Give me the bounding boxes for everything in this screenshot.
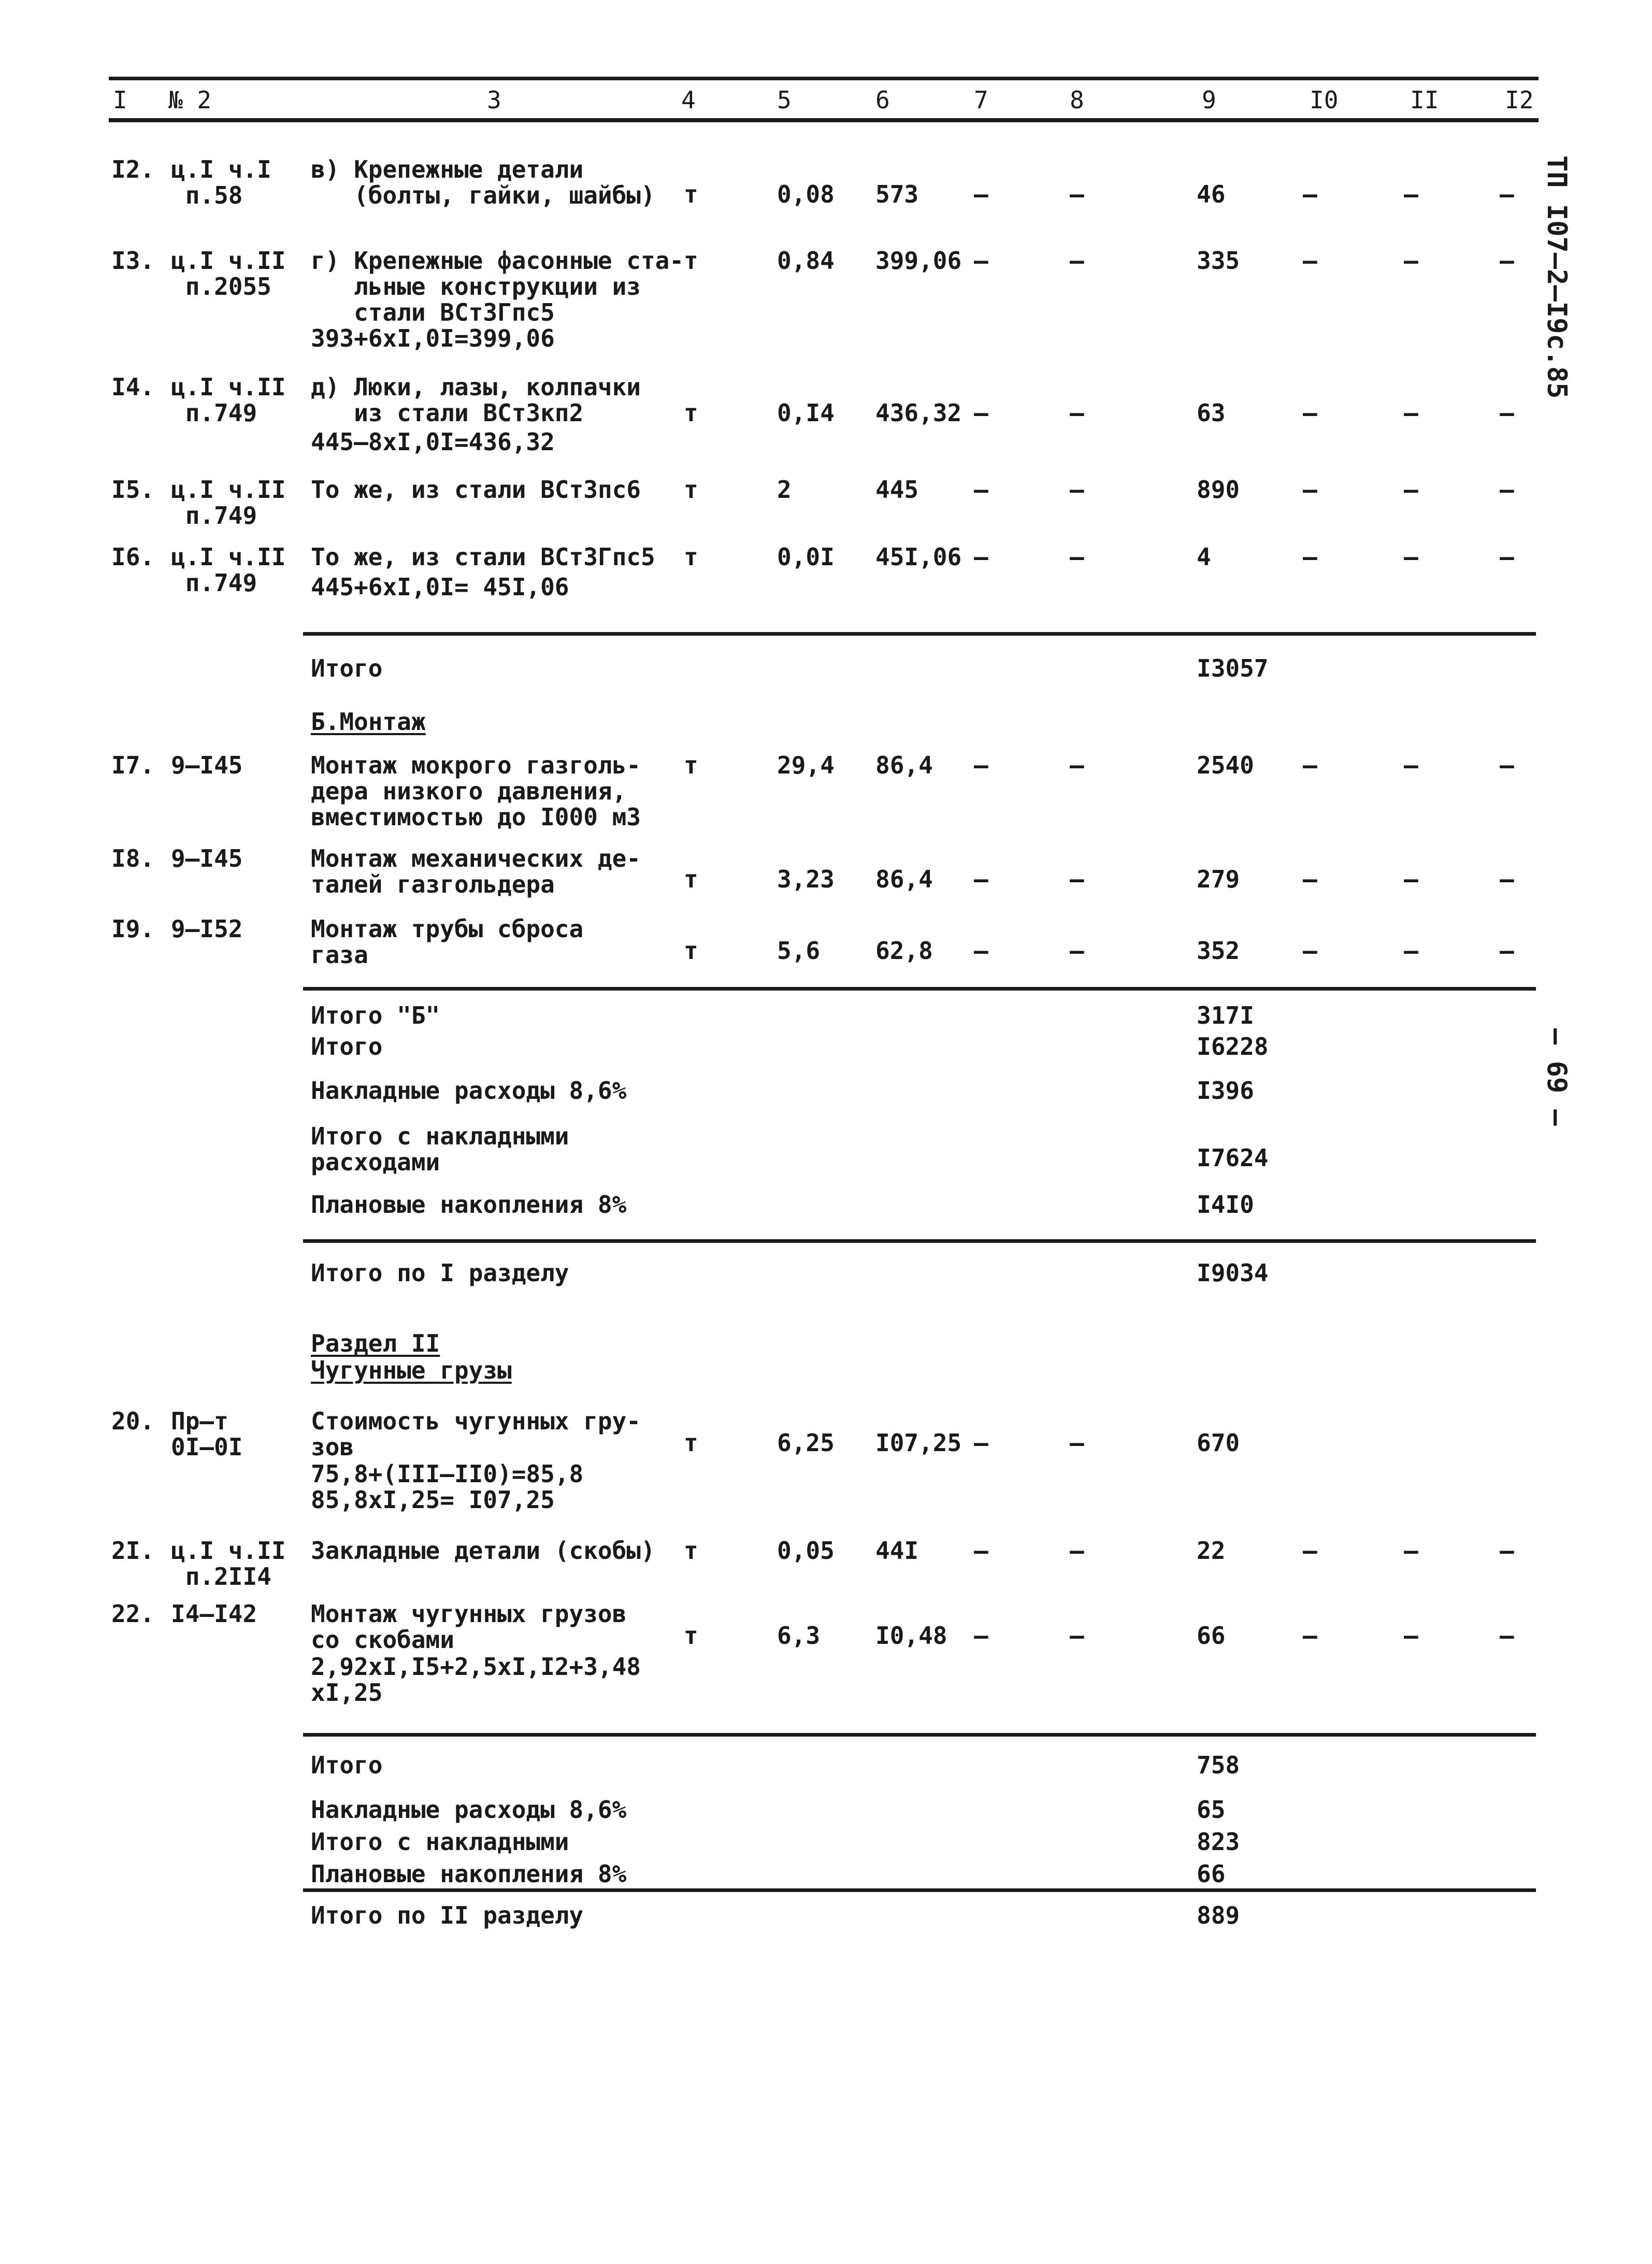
row-c10: – — [1303, 180, 1317, 208]
summary-label: Итого — [311, 1033, 383, 1061]
row-c7: – — [974, 1537, 988, 1565]
row-price: 45I,06 — [875, 543, 962, 571]
row-c10: – — [1303, 399, 1317, 427]
row-qty: 0,0I — [777, 543, 835, 571]
row-formula: 75,8+(III–II0)=85,8 85,8хI,25= I07,25 — [311, 1460, 584, 1514]
summary-label: Итого с накладными расходами — [311, 1122, 569, 1176]
row-number: I5. — [111, 476, 155, 504]
row-qty: 5,6 — [777, 937, 821, 965]
row-c11: – — [1404, 399, 1418, 427]
rule-line — [303, 1888, 1536, 1892]
row-unit: т — [684, 1537, 698, 1565]
row-total: 22 — [1197, 1537, 1226, 1565]
row-number: 2I. — [111, 1537, 155, 1565]
row-name: Монтаж механических де- талей газгольдера — [311, 844, 641, 898]
row-total: 2540 — [1197, 751, 1254, 779]
row-c8: – — [1070, 1429, 1084, 1457]
row-c7: – — [974, 543, 988, 571]
row-c8: – — [1070, 180, 1084, 208]
row-total: 670 — [1197, 1429, 1240, 1457]
row-c11: – — [1404, 865, 1418, 893]
row-name: Стоимость чугунных гру- зов — [311, 1407, 641, 1461]
row-c10: – — [1303, 247, 1317, 275]
col-header-7: 7 — [974, 86, 988, 114]
row-code: ц.I ч.II п.2II4 — [171, 1537, 286, 1590]
row-c8: – — [1070, 751, 1084, 779]
row-c12: – — [1500, 247, 1514, 275]
row-c7: – — [974, 399, 988, 427]
col-header-12: I2 — [1505, 86, 1534, 114]
row-formula: 2,92хI,I5+2,5хI,I2+3,48 хI,25 — [311, 1653, 641, 1707]
row-code: ц.I ч.II п.2055 — [171, 247, 286, 300]
row-c7: – — [974, 751, 988, 779]
row-total: 890 — [1197, 476, 1240, 504]
total-label: Итого — [311, 654, 383, 682]
row-c10: – — [1303, 937, 1317, 965]
row-number: I7. — [111, 751, 155, 779]
row-c7: – — [974, 247, 988, 275]
row-c11: – — [1404, 1537, 1418, 1565]
row-c8: – — [1070, 543, 1084, 571]
rule-line — [303, 1733, 1536, 1737]
summary-value: 823 — [1197, 1828, 1240, 1856]
row-c7: – — [974, 476, 988, 504]
section-total-value: I9034 — [1197, 1259, 1269, 1287]
row-c10: – — [1303, 1537, 1317, 1565]
row-qty: 0,08 — [777, 180, 835, 208]
row-name: г) Крепежные фасонные ста- льные конструкции из стали ВСт3Гпс5 — [311, 247, 684, 326]
row-price: I07,25 — [875, 1429, 962, 1457]
row-qty: 0,05 — [777, 1537, 835, 1565]
row-formula: 393+6хI,0I=399,06 — [311, 324, 555, 352]
row-number: I9. — [111, 915, 155, 943]
summary-label: Итого — [311, 1751, 383, 1779]
summary-value: 317I — [1197, 1001, 1254, 1029]
row-code: 9–I45 — [171, 751, 243, 779]
row-c7: – — [974, 1429, 988, 1457]
header-top-rule — [109, 77, 1539, 80]
summary-value: I7624 — [1197, 1144, 1269, 1172]
summary-label: Плановые накопления 8% — [311, 1860, 627, 1888]
row-c8: – — [1070, 937, 1084, 965]
row-total: 4 — [1197, 543, 1211, 571]
row-unit: т — [684, 1429, 698, 1457]
total-value: I3057 — [1197, 654, 1269, 682]
row-total: 63 — [1197, 399, 1226, 427]
row-qty: 2 — [777, 476, 792, 504]
row-price: 44I — [875, 1537, 919, 1565]
row-c12: – — [1500, 1537, 1514, 1565]
row-formula: 445+6хI,0I= 45I,06 — [311, 573, 569, 601]
row-c10: – — [1303, 1622, 1317, 1650]
rule-line — [303, 1239, 1536, 1243]
row-unit: т — [684, 1622, 698, 1650]
summary-label: Итого "Б" — [311, 1001, 440, 1029]
row-c8: – — [1070, 399, 1084, 427]
summary-value: 758 — [1197, 1751, 1240, 1779]
header-bottom-rule — [109, 118, 1539, 122]
row-unit: т — [684, 180, 698, 208]
row-number: I8. — [111, 844, 155, 872]
row-c10: – — [1303, 751, 1317, 779]
row-c12: – — [1500, 476, 1514, 504]
row-c11: – — [1404, 247, 1418, 275]
summary-value: 65 — [1197, 1796, 1226, 1824]
row-c7: – — [974, 865, 988, 893]
summary-label: Накладные расходы 8,6% — [311, 1796, 627, 1824]
row-total: 46 — [1197, 180, 1226, 208]
col-header-11: II — [1410, 86, 1439, 114]
col-header-10: I0 — [1310, 86, 1339, 114]
col-header-1: I — [113, 86, 127, 114]
row-c12: – — [1500, 543, 1514, 571]
section-total-value: 889 — [1197, 1901, 1240, 1929]
row-qty: 3,23 — [777, 865, 835, 893]
row-qty: 6,3 — [777, 1622, 821, 1650]
col-header-8: 8 — [1070, 86, 1084, 114]
section-total-label: Итого по II разделу — [311, 1901, 584, 1929]
row-code: 9–I45 — [171, 844, 243, 872]
row-price: 86,4 — [875, 865, 933, 893]
row-code: 9–I52 — [171, 915, 243, 943]
row-price: 86,4 — [875, 751, 933, 779]
row-qty: 29,4 — [777, 751, 835, 779]
row-code: I4–I42 — [171, 1600, 257, 1628]
row-c7: – — [974, 1622, 988, 1650]
row-price: 436,32 — [875, 399, 962, 427]
row-c10: – — [1303, 865, 1317, 893]
col-header-4: 4 — [681, 86, 696, 114]
col-header-2: № 2 — [168, 86, 212, 114]
row-c7: – — [974, 937, 988, 965]
summary-value: I396 — [1197, 1077, 1254, 1105]
row-c12: – — [1500, 937, 1514, 965]
section-total-label: Итого по I разделу — [311, 1259, 569, 1287]
row-name: То же, из стали ВСт3пс6 — [311, 476, 641, 504]
row-total: 335 — [1197, 247, 1240, 275]
row-c11: – — [1404, 180, 1418, 208]
row-code: ц.I ч.I п.58 — [171, 155, 271, 209]
row-unit: т — [684, 865, 698, 893]
row-c12: – — [1500, 751, 1514, 779]
row-number: 20. — [111, 1407, 155, 1435]
section-2-title: Раздел II — [311, 1329, 440, 1357]
row-code: Пр–т 0I–0I — [171, 1407, 243, 1461]
row-c8: – — [1070, 1622, 1084, 1650]
row-c7: – — [974, 180, 988, 208]
row-name: Монтаж трубы сброса газа — [311, 915, 584, 969]
row-c12: – — [1500, 865, 1514, 893]
summary-value: 66 — [1197, 1860, 1226, 1888]
row-unit: т — [684, 247, 698, 275]
section-2-subtitle: Чугунные грузы — [311, 1356, 512, 1384]
row-number: I2. — [111, 155, 155, 183]
row-name: д) Люки, лазы, колпачки из стали ВСт3кп2 — [311, 373, 641, 427]
row-unit: т — [684, 937, 698, 965]
summary-label: Итого с накладными — [311, 1828, 569, 1856]
row-name: То же, из стали ВСт3Гпс5 — [311, 543, 655, 571]
row-name: Закладные детали (скобы) — [311, 1537, 655, 1565]
side-stamp: ТП I07–2–I9с.85 — [1541, 155, 1572, 399]
page-number: – 69 – — [1541, 1028, 1572, 1126]
summary-label: Плановые накопления 8% — [311, 1191, 627, 1219]
row-c8: – — [1070, 1537, 1084, 1565]
row-price: 445 — [875, 476, 919, 504]
row-c11: – — [1404, 751, 1418, 779]
row-c11: – — [1404, 1622, 1418, 1650]
row-name: в) Крепежные детали (болты, гайки, шайбы) — [311, 155, 655, 209]
row-number: I3. — [111, 247, 155, 275]
row-c11: – — [1404, 543, 1418, 571]
row-price: 62,8 — [875, 937, 933, 965]
row-unit: т — [684, 751, 698, 779]
summary-value: I6228 — [1197, 1033, 1269, 1061]
row-c8: – — [1070, 247, 1084, 275]
row-number: I6. — [111, 543, 155, 571]
section-b-title: Б.Монтаж — [311, 708, 426, 736]
summary-value: I4I0 — [1197, 1191, 1254, 1219]
row-c11: – — [1404, 476, 1418, 504]
rule-line — [303, 632, 1536, 636]
row-c10: – — [1303, 543, 1317, 571]
row-total: 66 — [1197, 1622, 1226, 1650]
row-c11: – — [1404, 937, 1418, 965]
row-qty: 6,25 — [777, 1429, 835, 1457]
row-unit: т — [684, 476, 698, 504]
row-c12: – — [1500, 1622, 1514, 1650]
row-c8: – — [1070, 476, 1084, 504]
row-unit: т — [684, 543, 698, 571]
row-code: ц.I ч.II п.749 — [171, 476, 286, 529]
col-header-9: 9 — [1202, 86, 1216, 114]
row-unit: т — [684, 399, 698, 427]
row-price: I0,48 — [875, 1622, 947, 1650]
row-code: ц.I ч.II п.749 — [171, 373, 286, 427]
row-number: 22. — [111, 1600, 155, 1628]
row-c8: – — [1070, 865, 1084, 893]
row-c12: – — [1500, 180, 1514, 208]
col-header-5: 5 — [777, 86, 792, 114]
row-price: 399,06 — [875, 247, 962, 275]
col-header-3: 3 — [487, 86, 501, 114]
rule-line — [303, 987, 1536, 991]
summary-label: Накладные расходы 8,6% — [311, 1077, 627, 1105]
row-name: Монтаж чугунных грузов со скобами — [311, 1600, 627, 1654]
row-name: Монтаж мокрого газголь- дера низкого давления, вместимостью до I000 м3 — [311, 751, 641, 831]
row-formula: 445–8хI,0I=436,32 — [311, 428, 555, 456]
row-total: 279 — [1197, 865, 1240, 893]
row-code: ц.I ч.II п.749 — [171, 543, 286, 597]
row-number: I4. — [111, 373, 155, 401]
row-price: 573 — [875, 180, 919, 208]
row-c10: – — [1303, 476, 1317, 504]
col-header-6: 6 — [875, 86, 890, 114]
row-total: 352 — [1197, 937, 1240, 965]
row-c12: – — [1500, 399, 1514, 427]
row-qty: 0,84 — [777, 247, 835, 275]
row-qty: 0,I4 — [777, 399, 835, 427]
